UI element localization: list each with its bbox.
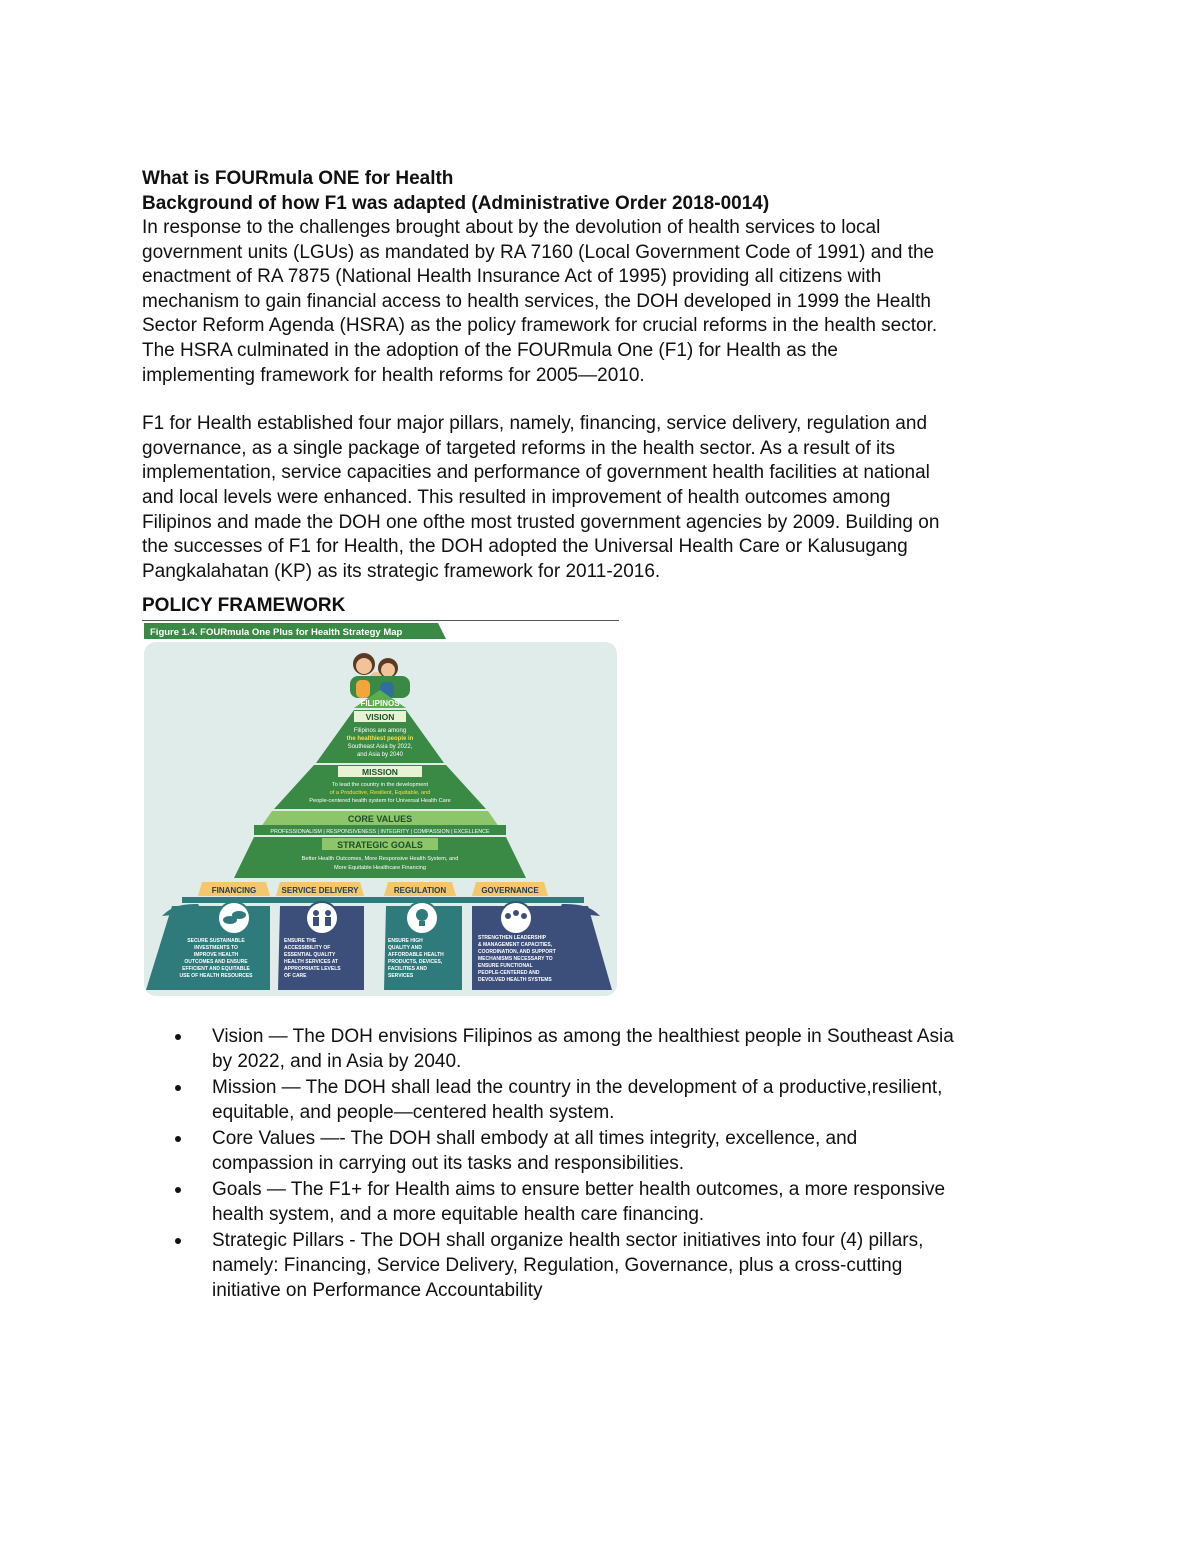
person-shape: [313, 917, 319, 926]
bulb-shape: [416, 909, 428, 921]
paragraph-line: implementing framework for health reforms for 2005—2010.: [142, 364, 645, 386]
pillar-text: COORDINATION, AND SUPPORT: [478, 949, 556, 956]
pillar-label-financing: FINANCING: [211, 886, 257, 896]
bullet-line: compassion in carrying out its tasks and responsibilities.: [212, 1153, 685, 1175]
paragraph-line: governance, as a single package of targeted reforms in the health sector. As a result of its: [142, 437, 896, 459]
bullet-line: equitable, and people—centered health system.: [212, 1102, 615, 1124]
document-subheading: Background of how F1 was adapted (Administrative Order 2018-0014): [142, 193, 770, 214]
person-shape: [313, 910, 319, 916]
pillar-beam: [182, 897, 584, 903]
bullet-icon: [175, 1238, 181, 1244]
paragraph-line: government units (LGUs) as mandated by RA 7160 (Local Government Code of 1991) and the: [142, 241, 935, 263]
bullet-line: health system, and a more equitable health care financing.: [212, 1204, 705, 1226]
paragraph-line: F1 for Health established four major pillars, namely, financing, service delivery, regulation and: [142, 413, 928, 435]
document-heading: What is FOURmula ONE for Health: [142, 168, 454, 189]
list-item: [212, 1126, 1062, 1176]
strategy-map-figure: [142, 620, 619, 998]
bullet-line: Strategic Pillars - The DOH shall organize health sector initiatives into four (4) pillars,: [212, 1230, 924, 1252]
pillar-text: STRENGTHEN LEADERSHIP: [478, 935, 547, 942]
paragraph-background: [142, 216, 1062, 388]
paragraph-line: In response to the challenges brought about by the devolution of health services to local: [142, 217, 881, 238]
bullet-line: Vision — The DOH envisions Filipinos as among the healthiest people in Southeast Asia: [212, 1026, 954, 1048]
paragraph-line: enactment of RA 7875 (National Health Insurance Act of 1995) providing all citizens with: [142, 266, 882, 288]
filipinos-label: FILIPINOS: [360, 699, 400, 709]
pillar-text: AFFORDABLE HEALTH: [388, 952, 444, 959]
coin-shape: [232, 911, 246, 919]
bullet-line: by 2022, and in Asia by 2040.: [212, 1051, 462, 1073]
person-shape: [521, 913, 527, 919]
mission-label: MISSION: [362, 767, 398, 778]
pillar-text: OF CARE: [284, 973, 307, 980]
pillar-text: PEOPLE-CENTERED AND: [478, 970, 540, 977]
bullet-line: initiative on Performance Accountability: [212, 1280, 543, 1302]
paragraph-line: and local levels were enhanced. This resulted in improvement of health outcomes among: [142, 486, 891, 508]
pillar-text: EFFICIENT AND EQUITABLE: [182, 966, 250, 973]
vision-label: VISION: [365, 712, 395, 723]
bullet-line: Core Values —- The DOH shall embody at all times integrity, excellence, and: [212, 1128, 858, 1150]
figure-divider: [142, 620, 619, 621]
bullet-line: namely: Financing, Service Delivery, Regulation, Governance, plus a cross-cutting: [212, 1255, 903, 1277]
people-icon: [306, 902, 338, 934]
pillar-label-regulation: REGULATION: [393, 886, 447, 896]
list-item: [212, 1075, 1062, 1125]
figure-caption: Figure 1.4. FOURmula One Plus for Health Strategy Map: [150, 627, 403, 639]
paragraph-line: the successes of F1 for Health, the DOH adopted the Universal Health Care or Kalusugang: [142, 536, 908, 558]
pillar-text: OUTCOMES AND ENSURE: [184, 959, 248, 966]
pillar-label-governance: GOVERNANCE: [481, 886, 539, 896]
mission-text: To lead the country in the development: [331, 782, 429, 789]
core-values-text: PROFESSIONALISM | RESPONSIVENESS | INTEGRITY | COMPASSION | EXCELLENCE: [270, 829, 490, 836]
pillar-text: ACCESSIBILITY OF: [284, 945, 331, 952]
strategic-goals-text: More Equitable Healthcare Financing: [333, 865, 427, 872]
pillar-text: USE OF HEALTH RESOURCES: [179, 973, 253, 980]
vision-text: the healthiest people in: [346, 736, 414, 743]
bullet-icon: [175, 1034, 181, 1040]
pillar-text: APPROPRIATE LEVELS: [284, 966, 341, 973]
mission-text: People-centered health system for Universal Health Care: [309, 798, 451, 805]
strategic-goals-label: STRATEGIC GOALS: [337, 840, 423, 851]
bullet-icon: [175, 1136, 181, 1142]
list-item: [212, 1177, 1062, 1227]
vision-text: Filipinos are among: [353, 728, 407, 735]
pillar-text: INVESTMENTS TO: [194, 945, 238, 952]
list-item: [212, 1228, 1062, 1303]
group-icon: [500, 902, 532, 934]
document-page: [142, 166, 1062, 1304]
framework-bullet-list: [142, 1024, 1062, 1303]
core-values-label: CORE VALUES: [347, 814, 413, 825]
person-shape: [505, 913, 511, 919]
paragraph-line: Filipinos and made the DOH one ofthe most trusted government agencies by 2009. Building on: [142, 511, 940, 533]
paragraph-pillars: [142, 412, 1062, 584]
paragraph-line: mechanism to gain financial access to health services, the DOH developed in 1999 the Health: [142, 290, 931, 312]
paragraph-line: Pangkalahatan (KP) as its strategic framework for 2011-2016.: [142, 560, 661, 582]
pillar-text: DEVOLVED HEALTH SYSTEMS: [478, 977, 552, 984]
vision-text: and Asia by 2040: [356, 752, 404, 759]
list-item: [212, 1024, 1062, 1074]
person-shape: [513, 910, 519, 916]
paragraph-line: The HSRA culminated in the adoption of the FOURmula One (F1) for Health as the: [142, 339, 838, 361]
bullet-line: Mission — The DOH shall lead the country in the development of a productive,resilient,: [212, 1077, 943, 1099]
bullet-icon: [175, 1085, 181, 1091]
pillar-text: ESSENTIAL QUALITY: [284, 952, 336, 959]
paragraph-line: implementation, service capacities and performance of government health facilities at national: [142, 462, 930, 484]
pillar-text: HEALTH SERVICES AT: [284, 959, 338, 966]
pillar-text: & MANAGEMENT CAPACITIES,: [478, 942, 553, 949]
policy-framework-title: POLICY FRAMEWORK: [142, 595, 346, 617]
paragraph-line: Sector Reform Agenda (HSRA) as the policy framework for crucial reforms in the health sector.: [142, 315, 938, 337]
pillar-label-service-delivery: SERVICE DELIVERY: [281, 886, 359, 896]
bullet-icon: [175, 1187, 181, 1193]
pillar-text: QUALITY AND: [388, 945, 422, 952]
pillar-text: SECURE SUSTAINABLE: [187, 938, 245, 945]
pillar-text: FACILITIES AND: [388, 966, 427, 973]
pillar-text: IMPROVE HEALTH: [193, 952, 239, 959]
mission-text: of a Productive, Resilient, Equitable, and: [329, 790, 431, 797]
strategy-map-svg: [142, 620, 619, 998]
bulb-base: [419, 921, 425, 926]
pillar-text: PRODUCTS, DEVICES,: [388, 959, 443, 966]
pillar-text: ENSURE THE: [284, 938, 317, 945]
person-shape: [325, 917, 331, 926]
person-shape: [325, 910, 331, 916]
pillar-text: ENSURE HIGH: [388, 938, 423, 945]
bullet-line: Goals — The F1+ for Health aims to ensure better health outcomes, a more responsive: [212, 1179, 946, 1201]
pillar-text: MECHANISMS NECESSARY TO: [478, 956, 553, 963]
strategic-goals-text: Better Health Outcomes, More Responsive Health System, and: [301, 856, 459, 863]
vision-text: Southeast Asia by 2022,: [347, 744, 413, 751]
pillar-text: SERVICES: [388, 973, 414, 980]
pillar-text: ENSURE FUNCTIONAL: [478, 963, 533, 970]
